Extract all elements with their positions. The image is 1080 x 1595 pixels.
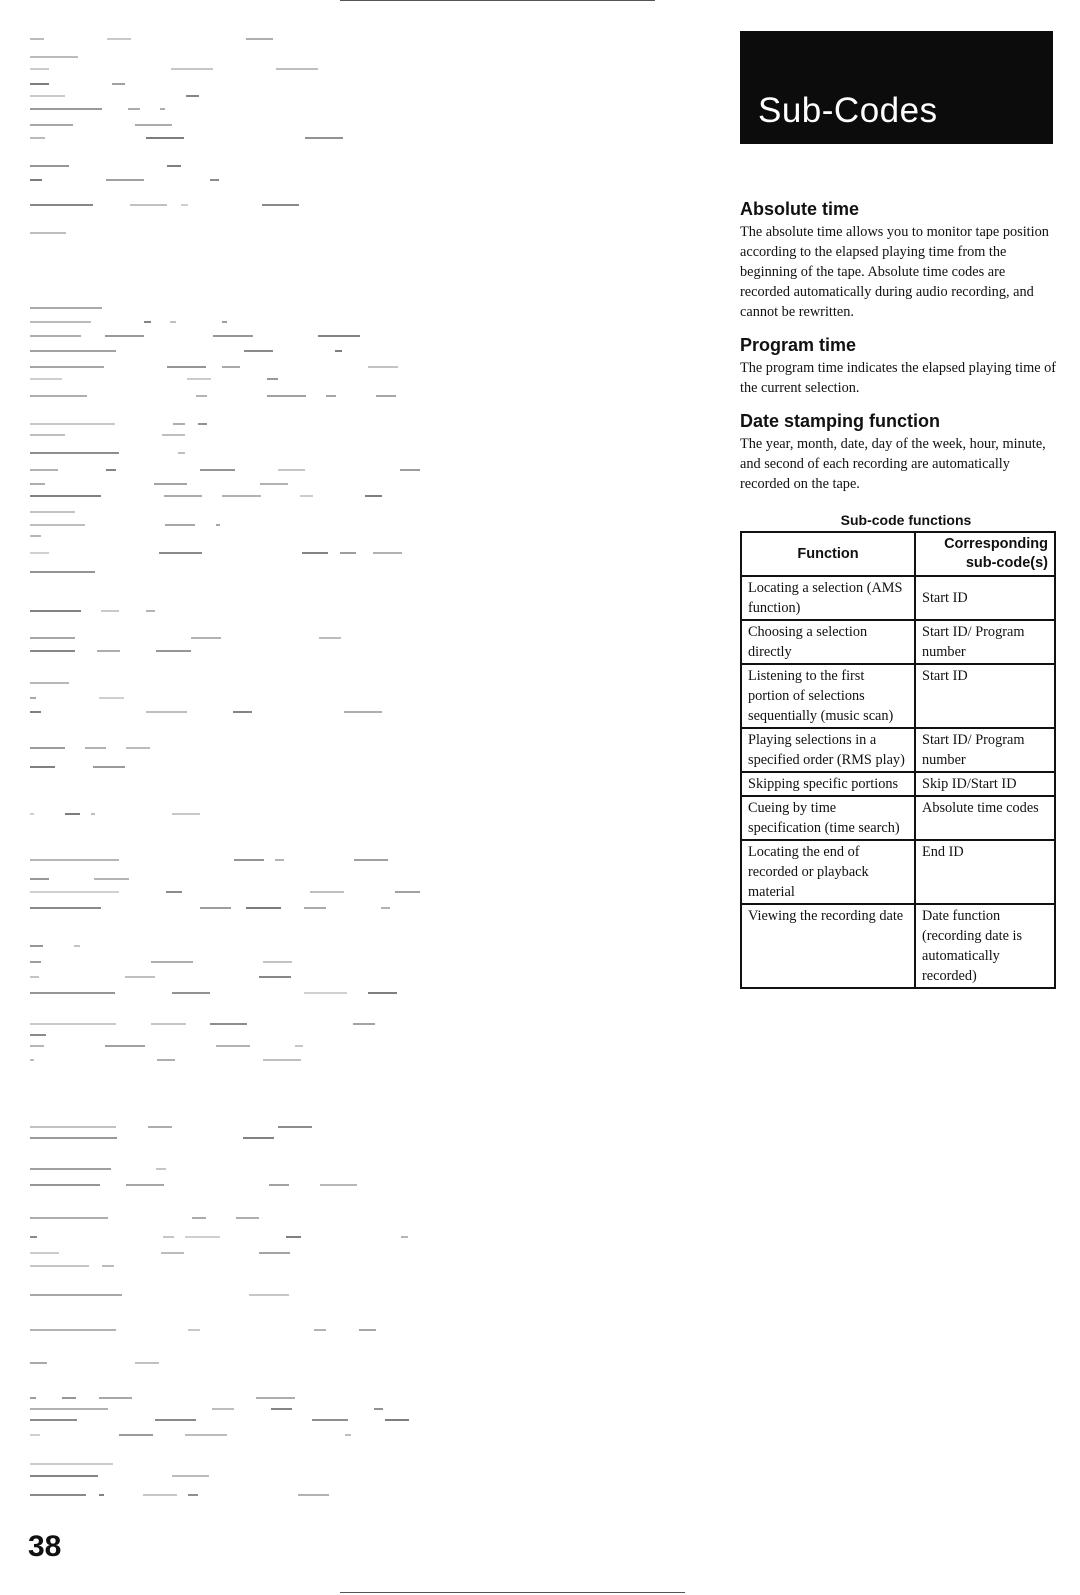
- scan-mark: [30, 1252, 59, 1254]
- scan-mark: [30, 335, 81, 337]
- scan-mark: [354, 859, 388, 861]
- scan-mark: [304, 992, 347, 994]
- table-cell: Absolute time codes: [915, 796, 1055, 840]
- scan-mark: [236, 1217, 259, 1219]
- scan-mark: [144, 321, 151, 323]
- scan-mark: [187, 378, 211, 380]
- scan-mark: [30, 1329, 116, 1331]
- scan-mark: [151, 1023, 186, 1025]
- sub-code-table: [740, 531, 1056, 989]
- scan-mark: [30, 350, 116, 352]
- scan-mark: [155, 1419, 196, 1421]
- scan-mark: [385, 1419, 409, 1421]
- table-row: [741, 772, 1055, 796]
- scan-mark: [30, 68, 49, 70]
- scan-mark: [156, 1168, 166, 1170]
- scan-mark: [200, 469, 235, 471]
- scan-mark: [128, 108, 140, 110]
- scan-mark: [166, 891, 182, 893]
- section-text: The absolute time allows you to monitor tape position according to the elapsed playing time from the beginning of the tape. Absolute time codes are recorded automatically during audio recording, and cannot be rewritten.: [740, 224, 1049, 320]
- scan-mark: [259, 976, 291, 978]
- scan-mark: [112, 83, 125, 85]
- scan-mark: [126, 1184, 164, 1186]
- table-cell: Start ID/ Program number: [915, 728, 1055, 772]
- scan-mark: [373, 552, 402, 554]
- scan-mark: [318, 335, 360, 337]
- scan-mark: [102, 1265, 114, 1267]
- scan-mark: [97, 650, 120, 652]
- scan-mark: [246, 907, 281, 909]
- table-row: [741, 904, 1055, 988]
- scan-mark: [376, 395, 396, 397]
- scan-mark: [344, 711, 382, 713]
- scan-mark: [30, 1168, 111, 1170]
- scan-mark: [30, 1294, 122, 1296]
- scan-mark: [262, 204, 299, 206]
- scan-mark: [105, 1045, 145, 1047]
- scan-mark: [30, 38, 44, 40]
- scan-mark: [106, 469, 116, 471]
- section-heading: Program time: [740, 335, 857, 355]
- section-program-time: [740, 334, 1058, 398]
- scan-mark: [172, 1475, 209, 1477]
- scan-mark: [30, 961, 41, 963]
- scan-mark: [260, 483, 288, 485]
- scan-mark: [30, 976, 39, 978]
- table-header-row: [741, 532, 1055, 576]
- scan-mark: [222, 321, 227, 323]
- scan-mark: [368, 366, 398, 368]
- scan-mark: [30, 1397, 36, 1399]
- bottom-rule: [340, 1592, 685, 1593]
- scan-mark: [335, 350, 342, 352]
- scan-mark: [271, 1408, 292, 1410]
- section-text: The program time indicates the elapsed playing time of the current selection.: [740, 360, 1057, 396]
- scan-mark: [30, 1265, 89, 1267]
- table-cell: End ID: [915, 840, 1055, 904]
- scan-mark: [30, 108, 102, 110]
- scan-mark: [30, 307, 102, 309]
- scan-mark: [359, 1329, 376, 1331]
- scan-mark: [30, 1408, 108, 1410]
- scan-mark: [30, 637, 75, 639]
- table-row: [741, 664, 1055, 728]
- scan-mark: [188, 1329, 200, 1331]
- scan-mark: [99, 1494, 104, 1496]
- scan-mark: [30, 1463, 113, 1465]
- scan-mark: [298, 1494, 329, 1496]
- scan-mark: [326, 395, 336, 397]
- scan-mark: [156, 650, 191, 652]
- scan-mark: [30, 137, 45, 139]
- scan-mark: [171, 68, 213, 70]
- scan-mark: [170, 321, 176, 323]
- scan-mark: [30, 179, 42, 181]
- scan-mark: [213, 335, 253, 337]
- scan-mark: [30, 1023, 116, 1025]
- scan-mark: [30, 1419, 77, 1421]
- scan-mark: [30, 469, 58, 471]
- table-cell: Viewing the recording date: [741, 904, 915, 988]
- header-sub-codes: Corresponding sub-code(s): [915, 532, 1055, 576]
- scan-mark: [198, 423, 207, 425]
- scan-mark: [210, 179, 219, 181]
- scan-mark: [30, 945, 43, 947]
- scan-mark: [146, 711, 187, 713]
- right-column: [740, 198, 1058, 989]
- scan-mark: [135, 124, 172, 126]
- scan-mark: [300, 495, 313, 497]
- scan-mark: [246, 38, 273, 40]
- scan-mark: [164, 495, 202, 497]
- scan-mark: [101, 610, 119, 612]
- faded-left-column: [30, 30, 430, 1520]
- scan-mark: [107, 38, 131, 40]
- scan-mark: [295, 1045, 303, 1047]
- scan-mark: [130, 204, 167, 206]
- scan-mark: [30, 366, 104, 368]
- scan-mark: [30, 204, 93, 206]
- scan-mark: [159, 552, 202, 554]
- scan-mark: [91, 813, 95, 815]
- scan-mark: [374, 1408, 383, 1410]
- scan-mark: [146, 610, 155, 612]
- scan-mark: [188, 1494, 198, 1496]
- scan-mark: [267, 378, 278, 380]
- scan-mark: [30, 378, 62, 380]
- scan-mark: [30, 524, 85, 526]
- scan-mark: [267, 395, 306, 397]
- scan-mark: [310, 891, 344, 893]
- scan-mark: [210, 1023, 247, 1025]
- scan-mark: [181, 204, 188, 206]
- scan-mark: [30, 1494, 86, 1496]
- scan-mark: [30, 610, 81, 612]
- scan-mark: [167, 165, 181, 167]
- scan-mark: [173, 423, 185, 425]
- scan-mark: [154, 483, 187, 485]
- scan-mark: [30, 878, 49, 880]
- scan-mark: [340, 552, 356, 554]
- title-banner: [740, 31, 1053, 144]
- scan-mark: [30, 452, 119, 454]
- scan-mark: [185, 1434, 227, 1436]
- table-cell: Start ID: [915, 576, 1055, 620]
- scan-mark: [99, 697, 124, 699]
- scan-mark: [30, 56, 78, 58]
- section-absolute-time: [740, 198, 1058, 322]
- top-rule: [340, 0, 655, 1]
- scan-mark: [30, 1362, 47, 1364]
- scan-mark: [30, 423, 115, 425]
- scan-mark: [30, 552, 49, 554]
- scan-mark: [30, 1059, 34, 1061]
- scan-mark: [30, 747, 65, 749]
- scan-mark: [381, 907, 390, 909]
- scan-mark: [30, 321, 91, 323]
- scan-mark: [312, 1419, 348, 1421]
- scan-mark: [200, 907, 231, 909]
- scan-mark: [276, 68, 318, 70]
- table-cell: Start ID/ Program number: [915, 620, 1055, 664]
- table-cell: Cueing by time specification (time search): [741, 796, 915, 840]
- scan-mark: [135, 1362, 159, 1364]
- scan-mark: [30, 395, 87, 397]
- scan-mark: [119, 1434, 153, 1436]
- header-function: Function: [741, 532, 915, 576]
- scan-mark: [30, 891, 119, 893]
- scan-mark: [314, 1329, 326, 1331]
- scan-mark: [401, 1236, 408, 1238]
- scan-mark: [278, 469, 305, 471]
- scan-mark: [30, 1434, 40, 1436]
- scan-mark: [30, 1137, 117, 1139]
- scan-mark: [400, 469, 420, 471]
- page-number: 38: [28, 1530, 62, 1563]
- scan-mark: [234, 859, 264, 861]
- table-row: [741, 620, 1055, 664]
- section-heading: Absolute time: [740, 199, 860, 219]
- scan-mark: [105, 335, 144, 337]
- table-cell: Listening to the first portion of selections sequentially (music scan): [741, 664, 915, 728]
- scan-mark: [30, 1236, 37, 1238]
- table-cell: Playing selections in a specified order (RMS play): [741, 728, 915, 772]
- scan-mark: [163, 1236, 174, 1238]
- scan-mark: [222, 366, 240, 368]
- scan-mark: [263, 1059, 301, 1061]
- scan-mark: [30, 711, 41, 713]
- section-heading: Date stamping function: [740, 411, 941, 431]
- section-text: The year, month, date, day of the week, hour, minute, and second of each recording are automatically recorded on the tape.: [740, 436, 1046, 492]
- scan-mark: [286, 1236, 301, 1238]
- scan-mark: [263, 961, 292, 963]
- scan-mark: [30, 165, 69, 167]
- scan-mark: [106, 179, 144, 181]
- scan-mark: [30, 535, 41, 537]
- scan-mark: [30, 1126, 116, 1128]
- scan-mark: [278, 1126, 312, 1128]
- table-cell: Locating a selection (AMS function): [741, 576, 915, 620]
- scan-mark: [30, 907, 101, 909]
- scan-mark: [172, 992, 210, 994]
- scan-mark: [30, 1217, 108, 1219]
- scan-mark: [244, 350, 273, 352]
- table-cell: Choosing a selection directly: [741, 620, 915, 664]
- scan-mark: [233, 711, 252, 713]
- scan-mark: [30, 434, 65, 436]
- scan-mark: [243, 1137, 274, 1139]
- scan-mark: [30, 95, 65, 97]
- scan-mark: [167, 366, 206, 368]
- scan-mark: [99, 1397, 132, 1399]
- scan-mark: [74, 945, 80, 947]
- scan-mark: [304, 907, 326, 909]
- scan-mark: [178, 452, 185, 454]
- scan-mark: [30, 859, 119, 861]
- table-cell: Locating the end of recorded or playback material: [741, 840, 915, 904]
- scan-mark: [320, 1184, 357, 1186]
- scan-mark: [395, 891, 420, 893]
- scan-mark: [30, 682, 69, 684]
- scan-mark: [216, 1045, 250, 1047]
- scan-mark: [146, 137, 184, 139]
- scan-mark: [30, 1034, 46, 1036]
- scan-mark: [94, 878, 129, 880]
- scan-mark: [212, 1408, 234, 1410]
- scan-mark: [85, 747, 106, 749]
- scan-mark: [30, 813, 34, 815]
- scan-mark: [30, 1475, 98, 1477]
- scan-mark: [126, 747, 150, 749]
- table-row: [741, 728, 1055, 772]
- scan-mark: [172, 813, 200, 815]
- scan-mark: [125, 976, 155, 978]
- scan-mark: [30, 83, 49, 85]
- table-row: [741, 576, 1055, 620]
- table-row: [741, 840, 1055, 904]
- scan-mark: [30, 1045, 44, 1047]
- scan-mark: [65, 813, 80, 815]
- scan-mark: [216, 524, 220, 526]
- scan-mark: [143, 1494, 177, 1496]
- scan-mark: [365, 495, 382, 497]
- scan-mark: [148, 1126, 172, 1128]
- scan-mark: [305, 137, 343, 139]
- scan-mark: [191, 637, 221, 639]
- table-caption: Sub-code functions: [840, 512, 972, 528]
- scan-mark: [30, 650, 75, 652]
- scan-mark: [151, 961, 193, 963]
- scan-mark: [157, 1059, 175, 1061]
- scan-mark: [30, 232, 66, 234]
- scan-mark: [249, 1294, 289, 1296]
- scan-mark: [222, 495, 261, 497]
- scan-mark: [30, 124, 73, 126]
- scan-mark: [368, 992, 397, 994]
- table-row: [741, 796, 1055, 840]
- scan-mark: [259, 1252, 290, 1254]
- scan-mark: [186, 95, 199, 97]
- scan-mark: [192, 1217, 206, 1219]
- scan-mark: [30, 483, 45, 485]
- scan-mark: [30, 992, 115, 994]
- scan-mark: [30, 697, 36, 699]
- scan-mark: [185, 1236, 220, 1238]
- scan-mark: [30, 511, 75, 513]
- scan-mark: [62, 1397, 76, 1399]
- table-cell: Skip ID/Start ID: [915, 772, 1055, 796]
- scan-mark: [353, 1023, 375, 1025]
- table-cell: Start ID: [915, 664, 1055, 728]
- scan-mark: [196, 395, 207, 397]
- scan-mark: [165, 524, 195, 526]
- scan-mark: [30, 495, 101, 497]
- scan-mark: [345, 1434, 351, 1436]
- scan-mark: [30, 571, 95, 573]
- scan-mark: [275, 859, 284, 861]
- scan-mark: [30, 1184, 100, 1186]
- scan-mark: [319, 637, 341, 639]
- section-date-stamping: [740, 410, 1058, 494]
- scan-mark: [162, 434, 185, 436]
- scan-mark: [161, 1252, 184, 1254]
- table-cell: Date function (recording date is automatically recorded): [915, 904, 1055, 988]
- table-cell: Skipping specific portions: [741, 772, 915, 796]
- page-title: Sub-Codes: [758, 91, 938, 130]
- scan-mark: [30, 766, 55, 768]
- scan-mark: [93, 766, 125, 768]
- scan-mark: [256, 1397, 295, 1399]
- scan-mark: [302, 552, 328, 554]
- scan-mark: [269, 1184, 289, 1186]
- scan-mark: [160, 108, 165, 110]
